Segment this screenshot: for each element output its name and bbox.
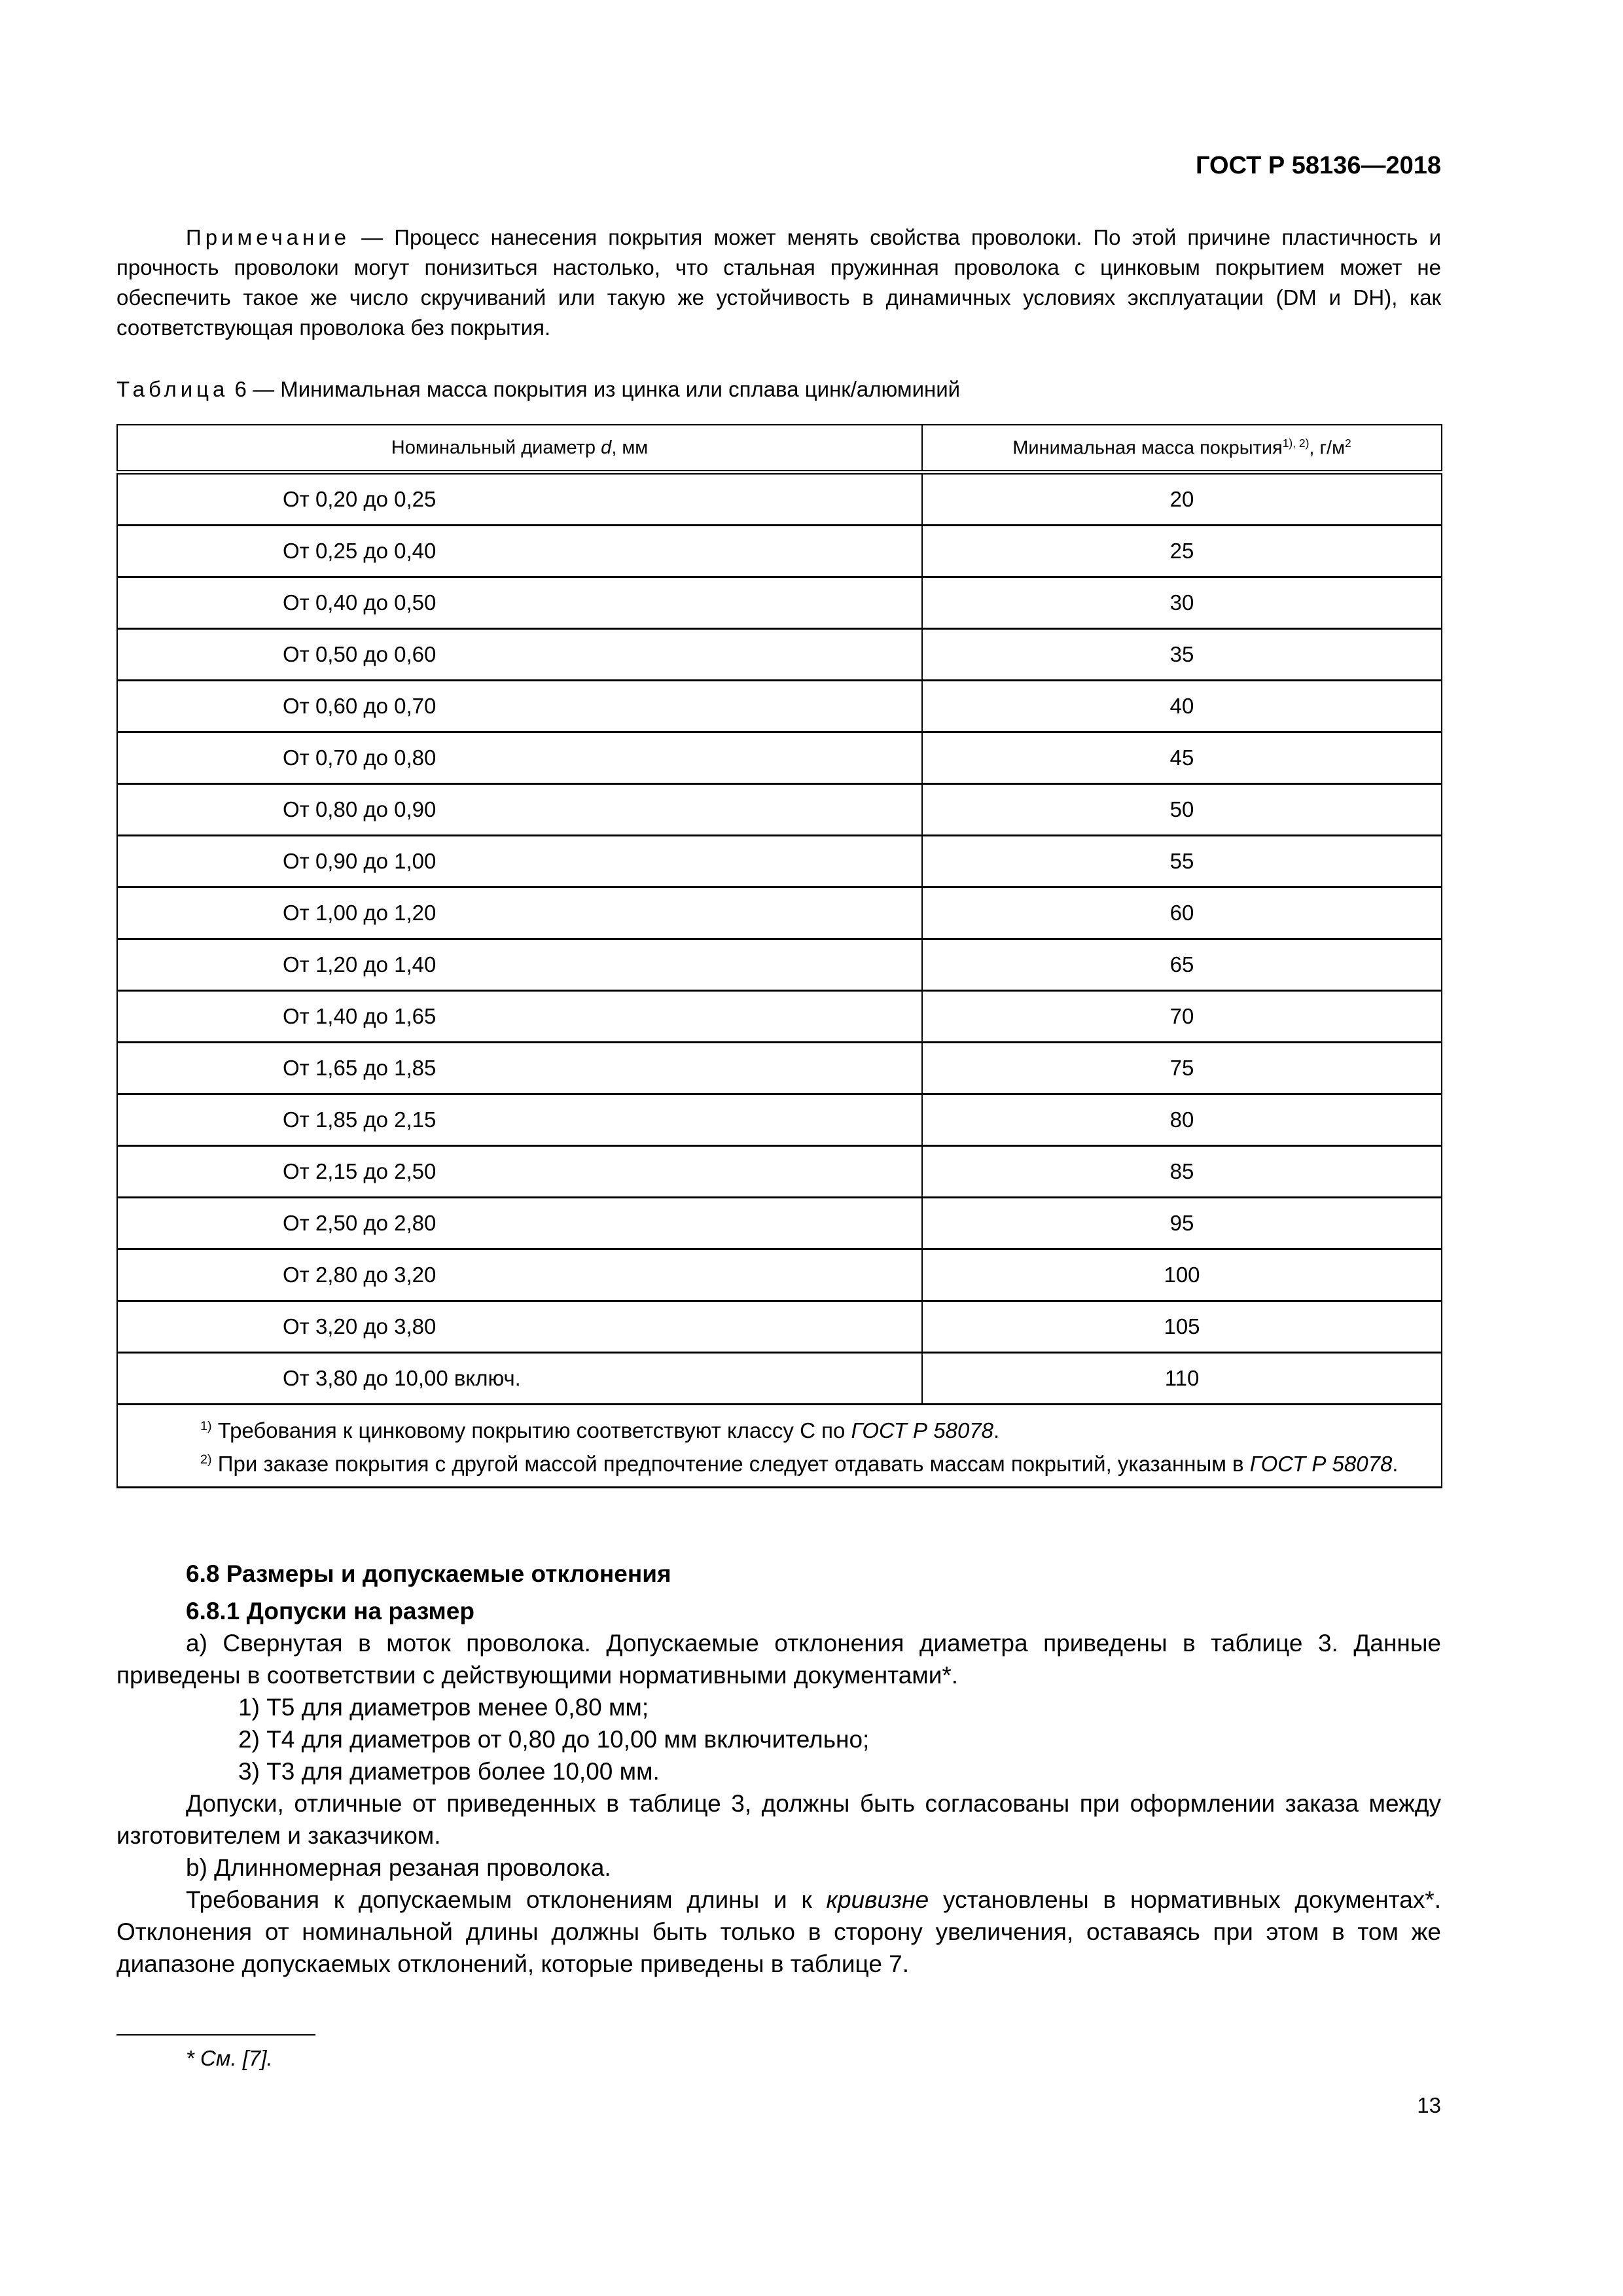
heading-6-8-1: 6.8.1 Допуски на размер xyxy=(186,1598,474,1624)
header-diameter: Номинальный диаметр d, мм xyxy=(117,425,922,473)
caption-label: Таблица xyxy=(116,377,229,401)
note-paragraph xyxy=(116,223,1441,343)
table-row xyxy=(117,888,1442,939)
cell-mass: 35 xyxy=(922,629,1442,681)
footnote-2: $^{2)}$ При заказе покрытия с другой массой предпочтение следует отдавать массам покрытий, указанным в ГОСТ Р 58078. xyxy=(200,1452,1399,1476)
list-item: 1) Т5 для диаметров менее 0,80 мм; xyxy=(238,1694,649,1721)
table-row xyxy=(117,681,1442,732)
table-row xyxy=(117,1301,1442,1353)
cell-mass: 20 xyxy=(922,473,1442,526)
table-row xyxy=(117,629,1442,681)
cell-diameter: От 1,40 до 1,65 xyxy=(117,991,922,1043)
table-row xyxy=(117,991,1442,1043)
cell-mass: 25 xyxy=(922,526,1442,577)
cell-diameter: От 1,20 до 1,40 xyxy=(117,939,922,991)
table-row xyxy=(117,939,1442,991)
cell-diameter: От 3,80 до 10,00 включ. xyxy=(117,1353,922,1405)
table-row xyxy=(117,1043,1442,1094)
table-row xyxy=(117,1249,1442,1301)
table-row xyxy=(117,1146,1442,1198)
caption-text: 6 — Минимальная масса покрытия из цинка или сплава цинк/алюминий xyxy=(228,377,961,401)
cell-diameter: От 2,15 до 2,50 xyxy=(117,1146,922,1198)
table-row xyxy=(117,526,1442,577)
cell-mass: 85 xyxy=(922,1146,1442,1198)
cell-diameter: От 1,85 до 2,15 xyxy=(117,1094,922,1146)
cell-diameter: От 0,50 до 0,60 xyxy=(117,629,922,681)
table-row xyxy=(117,784,1442,836)
cell-diameter: От 0,90 до 1,00 xyxy=(117,836,922,888)
table-row xyxy=(117,473,1442,526)
cell-diameter: От 1,65 до 1,85 xyxy=(117,1043,922,1094)
cell-mass: 100 xyxy=(922,1249,1442,1301)
cell-diameter: От 3,20 до 3,80 xyxy=(117,1301,922,1353)
table-row xyxy=(117,1094,1442,1146)
cell-diameter: От 0,70 до 0,80 xyxy=(117,732,922,784)
coating-mass-table xyxy=(116,424,1442,1488)
list-item: 2) Т4 для диаметров от 0,80 до 10,00 мм включительно; xyxy=(238,1726,870,1753)
cell-diameter: От 0,80 до 0,90 xyxy=(117,784,922,836)
table-row xyxy=(117,1353,1442,1405)
page-footnote: * См. [7]. xyxy=(186,2046,273,2070)
section-6-8 xyxy=(116,1558,1441,1980)
cell-diameter: От 0,40 до 0,50 xyxy=(117,577,922,629)
cell-mass: 40 xyxy=(922,681,1442,732)
cell-mass: 50 xyxy=(922,784,1442,836)
cell-diameter: От 0,20 до 0,25 xyxy=(117,473,922,526)
list-item: 3) Т3 для диаметров более 10,00 мм. xyxy=(238,1758,660,1785)
cell-mass: 30 xyxy=(922,577,1442,629)
cell-diameter: От 2,80 до 3,20 xyxy=(117,1249,922,1301)
note-label: Примечание xyxy=(186,225,351,249)
cell-diameter: От 2,50 до 2,80 xyxy=(117,1198,922,1249)
cell-mass: 70 xyxy=(922,991,1442,1043)
paragraph-tolerances: Допуски, отличные от приведенных в таблице 3, должны быть согласованы при оформлении заказа между изготовителем и заказчиком. xyxy=(116,1790,1441,1849)
cell-mass: 80 xyxy=(922,1094,1442,1146)
cell-mass: 95 xyxy=(922,1198,1442,1249)
cell-mass: 110 xyxy=(922,1353,1442,1405)
paragraph-a: а) Свернутая в моток проволока. Допускаемые отклонения диаметра приведены в таблице 3. Данные приведены в соответствии с действующими нормативными документами*. xyxy=(116,1630,1441,1689)
page-number: 13 xyxy=(1417,2093,1441,2117)
table-row xyxy=(117,577,1442,629)
table-header-row xyxy=(117,425,1442,473)
cell-mass: 65 xyxy=(922,939,1442,991)
cell-mass: 60 xyxy=(922,888,1442,939)
header-mass: Минимальная масса покрытия$^{1), 2)}$, $г/м^2$ xyxy=(922,425,1442,473)
table-caption xyxy=(116,377,960,402)
cell-mass: 75 xyxy=(922,1043,1442,1094)
document-header: ГОСТ Р 58136—2018 xyxy=(1196,152,1441,179)
cell-diameter: От 1,00 до 1,20 xyxy=(117,888,922,939)
table-footnotes xyxy=(117,1405,1442,1488)
footnote-1: $^{1)}$ Требования к цинковому покрытию соответствуют классу С по ГОСТ Р 58078. xyxy=(200,1418,1000,1443)
table-row xyxy=(117,1198,1442,1249)
table-row xyxy=(117,732,1442,784)
cell-diameter: От 0,60 до 0,70 xyxy=(117,681,922,732)
footnote-separator xyxy=(116,2034,315,2036)
paragraph-b: b) Длинномерная резаная проволока. xyxy=(186,1854,611,1881)
note-text: — Процесс нанесения покрытия может менять свойства проволоки. По этой причине пластичность и прочность проволоки могут понизиться настолько, что стальная пружинная проволока с цинковым покрытием может не обеспечить такое же число скручиваний или такую же устойчивость в динамичных условиях эксплуатации (DM и DH), как соответствующая проволока без покрытия. xyxy=(116,225,1441,340)
heading-6-8: 6.8 Размеры и допускаемые отклонения xyxy=(186,1560,671,1587)
table-row xyxy=(117,836,1442,888)
cell-mass: 55 xyxy=(922,836,1442,888)
cell-mass: 105 xyxy=(922,1301,1442,1353)
cell-diameter: От 0,25 до 0,40 xyxy=(117,526,922,577)
paragraph-requirements: Требования к допускаемым отклонениям длины и к кривизне установлены в нормативных документах*. Отклонения от номинальной длины должны быть только в сторону увеличения, оставаясь при этом в том же диапазоне допускаемых отклонений, которые приведены в таблице 7. xyxy=(116,1886,1441,1977)
cell-mass: 45 xyxy=(922,732,1442,784)
